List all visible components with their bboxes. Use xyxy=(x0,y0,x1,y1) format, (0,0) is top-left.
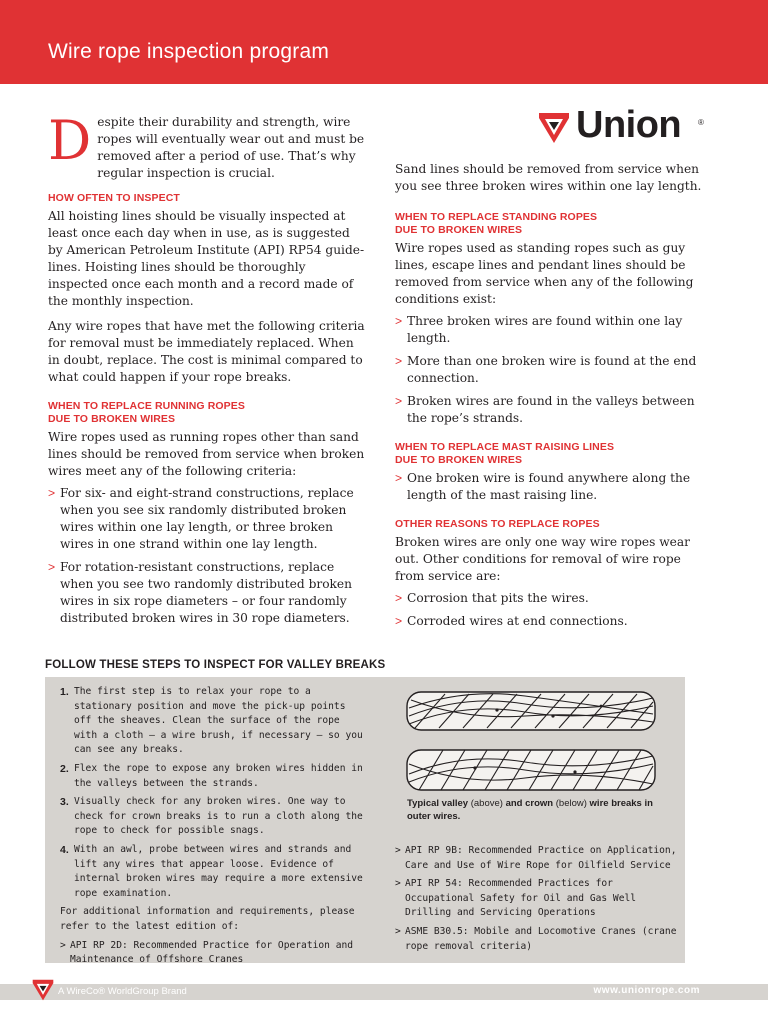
other-reasons-heading: OTHER REASONS TO REPLACE ROPES xyxy=(395,518,600,530)
list-item xyxy=(395,313,703,347)
step-number: 4. xyxy=(60,843,69,856)
footer-website-link[interactable]: www.unionrope.com xyxy=(593,985,700,996)
drop-cap: D xyxy=(48,109,92,172)
mast-raising-heading-line-1: WHEN TO REPLACE MAST RAISING LINES xyxy=(395,441,615,453)
crown-break-rope-image xyxy=(405,746,657,794)
left-column xyxy=(48,109,366,633)
list-item-text: For rotation-resistant constructions, replace when you see two randomly distributed broken wires in six rope diameters – or four randomly distributed broken wires in 30 rope diameters. xyxy=(60,560,352,625)
footer-brand-text: A WireCo® WorldGroup Brand xyxy=(58,986,187,997)
mast-raising-list xyxy=(395,470,703,504)
how-often-paragraph-1: All hoisting lines should be visually inspected at least once each day when in use, as is suggested by American Petroleum Institute (API) RP54 guide-lines. Hoisting lines should be thoroughly inspected once each month and a record made of the monthly inspection. xyxy=(48,209,365,308)
steps-section-title: FOLLOW THESE STEPS TO INSPECT FOR VALLEY BREAKS xyxy=(45,659,386,671)
list-item xyxy=(48,559,366,627)
page-title: Wire rope inspection program xyxy=(48,40,330,63)
other-reasons-list xyxy=(395,590,703,630)
caption-crown: and crown xyxy=(505,798,554,809)
step-text: The first step is to relax your rope to a stationary position and move the pick-up points off the sheaves. Clean the surface of the rope with a cloth – a wire brush, if necessary – so you can see any breaks. xyxy=(74,686,363,756)
reference-text: API RP 2D: Recommended Practice for Operation and Maintenance of Offshore Cranes xyxy=(70,939,354,966)
chevron-right-icon: > xyxy=(395,591,403,605)
chevron-right-icon: > xyxy=(395,471,403,485)
references-list-right xyxy=(395,844,685,954)
running-ropes-paragraph: Wire ropes used as running ropes other than sand lines should be removed from service when broken wires meet any of the following criteria: xyxy=(48,430,365,478)
chevron-right-icon: > xyxy=(395,314,403,328)
header-banner xyxy=(0,0,768,84)
list-item-text: For six- and eight-strand constructions, replace when you see six randomly distributed broken wires within one lay length, or three broken wires in one strand within one lay length. xyxy=(60,486,354,551)
steps-list-container xyxy=(60,685,365,972)
list-item xyxy=(395,470,703,504)
list-item xyxy=(395,393,703,427)
reference-text: API RP 9B: Recommended Practice on Application, Care and Use of Wire Rope for Oilfield Service xyxy=(405,845,677,871)
step-item xyxy=(60,795,365,839)
step-number: 3. xyxy=(60,796,69,809)
step-text: With an awl, probe between wires and strands and lift any wires that appear loose. Evidence of internal broken wires may require a more extensive rope examination. xyxy=(74,843,363,899)
list-item-text: Corrosion that pits the wires. xyxy=(407,591,589,605)
step-item xyxy=(60,685,365,758)
mast-raising-heading xyxy=(395,441,703,467)
standing-ropes-heading xyxy=(395,211,703,237)
caption-end: wire breaks in outer wires. xyxy=(407,798,653,822)
list-item-text: One broken wire is found anywhere along the length of the mast raising line. xyxy=(407,471,691,502)
union-logo xyxy=(538,104,708,150)
running-ropes-heading-line-1: WHEN TO REPLACE RUNNING ROPES xyxy=(48,400,245,412)
step-number: 2. xyxy=(60,762,69,775)
union-shield-icon xyxy=(538,112,570,144)
intro-paragraph xyxy=(48,109,366,182)
list-item xyxy=(395,353,703,387)
standing-ropes-heading-line-1: WHEN TO REPLACE STANDING ROPES xyxy=(395,211,598,223)
references-list-left xyxy=(60,939,365,968)
reference-item xyxy=(60,939,365,968)
reference-item xyxy=(395,925,685,954)
running-ropes-heading xyxy=(48,400,366,426)
other-reasons-paragraph: Broken wires are only one way wire ropes wear out. Other conditions for removal of wire rope from service are: xyxy=(395,535,690,583)
list-item xyxy=(395,613,703,630)
reference-item xyxy=(395,844,685,873)
references-list-right-container xyxy=(395,844,685,958)
logo-registered-mark: ® xyxy=(698,118,704,127)
caption-valley: Typical valley xyxy=(407,798,469,809)
step-text: Visually check for any broken wires. One way to check for crown breaks is to run a cloth along the rope to check for possible snags. xyxy=(74,796,363,837)
chevron-right-icon: > xyxy=(395,845,401,856)
how-often-paragraph-2: Any wire ropes that have met the following criteria for removal must be immediately replaced. When in doubt, replace. The cost is minimal compared to what could happen if your rope breaks. xyxy=(48,319,365,384)
rope-image-caption xyxy=(407,798,657,823)
list-item xyxy=(395,590,703,607)
steps-list xyxy=(60,685,365,901)
additional-info-text: For additional information and requirements, please refer to the latest edition of: xyxy=(60,906,355,932)
chevron-right-icon: > xyxy=(48,486,56,500)
reference-text: API RP 54: Recommended Practices for Occupational Safety for Oil and Gas Well Drilling and Servicing Operations xyxy=(405,878,637,919)
running-ropes-list xyxy=(48,485,366,627)
chevron-right-icon: > xyxy=(48,560,56,574)
step-number: 1. xyxy=(60,686,69,698)
sand-lines-paragraph: Sand lines should be removed from service when you see three broken wires within one lay length. xyxy=(395,162,702,193)
standing-ropes-list xyxy=(395,313,703,427)
valley-break-rope-image xyxy=(405,686,657,736)
caption-below: (below) xyxy=(553,798,590,809)
chevron-right-icon: > xyxy=(395,925,401,937)
chevron-right-icon: > xyxy=(395,354,403,368)
chevron-right-icon: > xyxy=(395,878,401,890)
list-item-text: Broken wires are found in the valleys between the rope’s strands. xyxy=(407,394,695,425)
chevron-right-icon: > xyxy=(395,614,403,628)
step-item xyxy=(60,843,365,901)
chevron-right-icon: > xyxy=(395,394,403,408)
caption-above: (above) xyxy=(468,798,506,809)
standing-ropes-paragraph: Wire ropes used as standing ropes such as guy lines, escape lines and pendant lines should be removed from service when any of the following conditions exist: xyxy=(395,241,694,306)
logo-wordmark: Union xyxy=(576,104,682,146)
right-column xyxy=(395,161,703,636)
running-ropes-heading-line-2: DUE TO BROKEN WIRES xyxy=(48,413,176,425)
reference-text: ASME B30.5: Mobile and Locomotive Cranes (crane rope removal criteria) xyxy=(405,925,677,952)
step-item xyxy=(60,762,365,791)
standing-ropes-heading-line-2: DUE TO BROKEN WIRES xyxy=(395,224,523,236)
union-shield-icon xyxy=(32,979,54,1001)
mast-raising-heading-line-2: DUE TO BROKEN WIRES xyxy=(395,454,523,466)
chevron-right-icon: > xyxy=(60,939,66,951)
list-item-text: Three broken wires are found within one lay length. xyxy=(407,314,683,345)
step-text: Flex the rope to expose any broken wires hidden in the valleys between the strands. xyxy=(74,762,363,789)
list-item-text: Corroded wires at end connections. xyxy=(407,614,628,628)
footer-bar xyxy=(0,984,768,1000)
how-often-heading: HOW OFTEN TO INSPECT xyxy=(48,192,180,204)
reference-item xyxy=(395,877,685,921)
intro-text: espite their durability and strength, wire ropes will eventually wear out and must be removed after a period of use. That’s why regular inspection is crucial. xyxy=(97,115,365,180)
list-item-text: More than one broken wire is found at the end connection. xyxy=(407,354,697,385)
list-item xyxy=(48,485,366,553)
